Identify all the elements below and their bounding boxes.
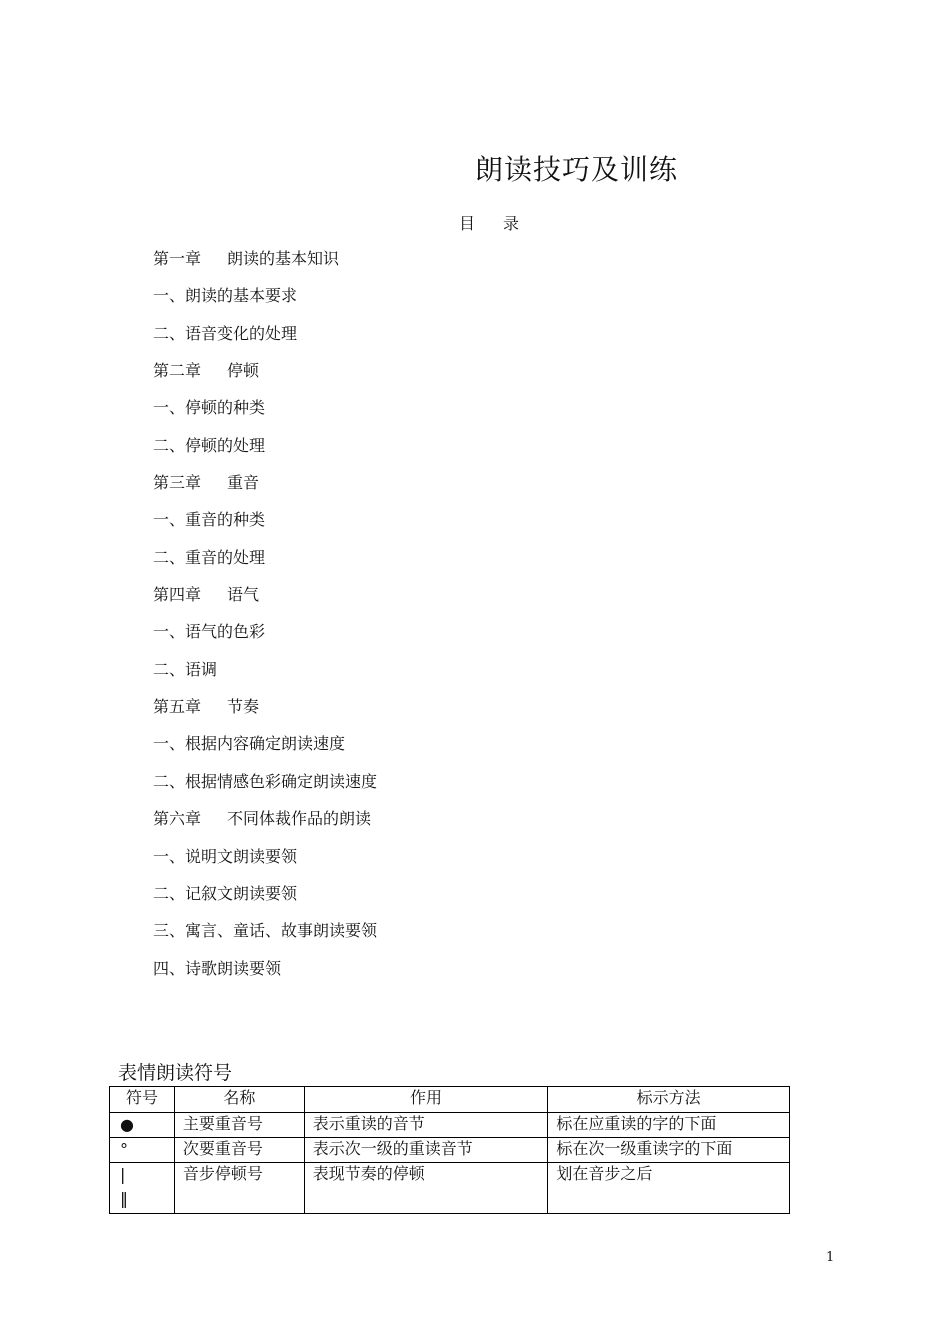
toc-section: 二、停顿的处理 xyxy=(153,435,266,455)
toc-chapter-title: 朗读的基本知识 xyxy=(227,249,340,268)
symbol-single-pause: | xyxy=(120,1165,126,1184)
method-cell: 标在应重读的字的下面 xyxy=(548,1113,790,1138)
table-row xyxy=(110,1113,790,1138)
name-cell: 音步停顿号 xyxy=(174,1163,304,1214)
toc-section: 二、根据情感色彩确定朗读速度 xyxy=(153,771,378,791)
toc-chapter-title: 重音 xyxy=(227,473,260,493)
table-caption: 表情朗读符号 xyxy=(118,1062,233,1084)
header-name: 名称 xyxy=(174,1087,304,1113)
name-cell: 主要重音号 xyxy=(174,1113,304,1138)
toc-section: 二、语调 xyxy=(153,659,218,679)
toc-chapter-number: 第三章 xyxy=(153,473,202,493)
toc-chapter xyxy=(153,808,753,845)
toc-section: 二、语音变化的处理 xyxy=(153,323,298,343)
method-cell: 划在音步之后 xyxy=(548,1163,790,1214)
toc-section: 一、根据内容确定朗读速度 xyxy=(153,734,346,754)
toc-heading-right: 录 xyxy=(503,214,520,233)
name-cell: 次要重音号 xyxy=(174,1138,304,1163)
toc-chapter-number: 第五章 xyxy=(153,697,202,717)
toc-section: 一、说明文朗读要领 xyxy=(153,846,298,866)
symbol-secondary-stress: ° xyxy=(120,1140,128,1159)
toc-section: 三、寓言、童话、故事朗读要领 xyxy=(153,921,378,941)
toc-section: 一、语气的色彩 xyxy=(153,622,266,642)
toc-heading xyxy=(459,211,519,234)
toc-chapter-title: 停顿 xyxy=(227,361,260,381)
toc-section: 二、记叙文朗读要领 xyxy=(153,883,298,903)
page-number: 1 xyxy=(826,1250,835,1265)
function-cell: 表现节奏的停顿 xyxy=(304,1163,548,1214)
reading-symbols-table xyxy=(109,1086,790,1214)
toc-chapter-title: 不同体裁作品的朗读 xyxy=(227,809,372,829)
method-cell: 标在次一级重读字的下面 xyxy=(548,1138,790,1163)
toc-chapter xyxy=(153,696,753,733)
toc-section: 二、重音的处理 xyxy=(153,547,266,567)
toc-heading-left: 目 xyxy=(459,214,476,233)
toc-chapter-number: 第二章 xyxy=(153,361,202,381)
table-of-contents xyxy=(153,248,753,995)
header-symbol: 符号 xyxy=(110,1087,175,1113)
symbol-cell xyxy=(110,1113,175,1138)
header-function: 作用 xyxy=(304,1087,548,1113)
toc-section: 一、重音的种类 xyxy=(153,510,266,530)
toc-chapter-title: 节奏 xyxy=(227,697,260,717)
toc-section: 一、停顿的种类 xyxy=(153,398,266,418)
header-method: 标示方法 xyxy=(548,1087,790,1113)
page-title: 朗读技巧及训练 xyxy=(475,153,679,186)
toc-chapter xyxy=(153,360,753,397)
table-row xyxy=(110,1138,790,1163)
toc-chapter xyxy=(153,584,753,621)
symbol-cell xyxy=(110,1138,175,1163)
toc-section: 一、朗读的基本要求 xyxy=(153,286,298,306)
function-cell: 表示次一级的重读音节 xyxy=(304,1138,548,1163)
toc-chapter xyxy=(153,472,753,509)
table-row xyxy=(110,1163,790,1214)
table-header-row xyxy=(110,1087,790,1113)
symbol-cell xyxy=(110,1163,175,1214)
toc-chapter-number: 第四章 xyxy=(153,585,202,605)
toc-chapter-number: 第六章 xyxy=(153,809,202,829)
function-cell: 表示重读的音节 xyxy=(304,1113,548,1138)
toc-chapter-number: 第一章 xyxy=(153,249,202,268)
symbol-primary-stress: ● xyxy=(120,1115,134,1134)
toc-chapter xyxy=(153,248,753,285)
symbol-double-pause: ‖ xyxy=(120,1189,128,1208)
toc-chapter-title: 语气 xyxy=(227,585,260,605)
toc-section: 四、诗歌朗读要领 xyxy=(153,958,282,978)
